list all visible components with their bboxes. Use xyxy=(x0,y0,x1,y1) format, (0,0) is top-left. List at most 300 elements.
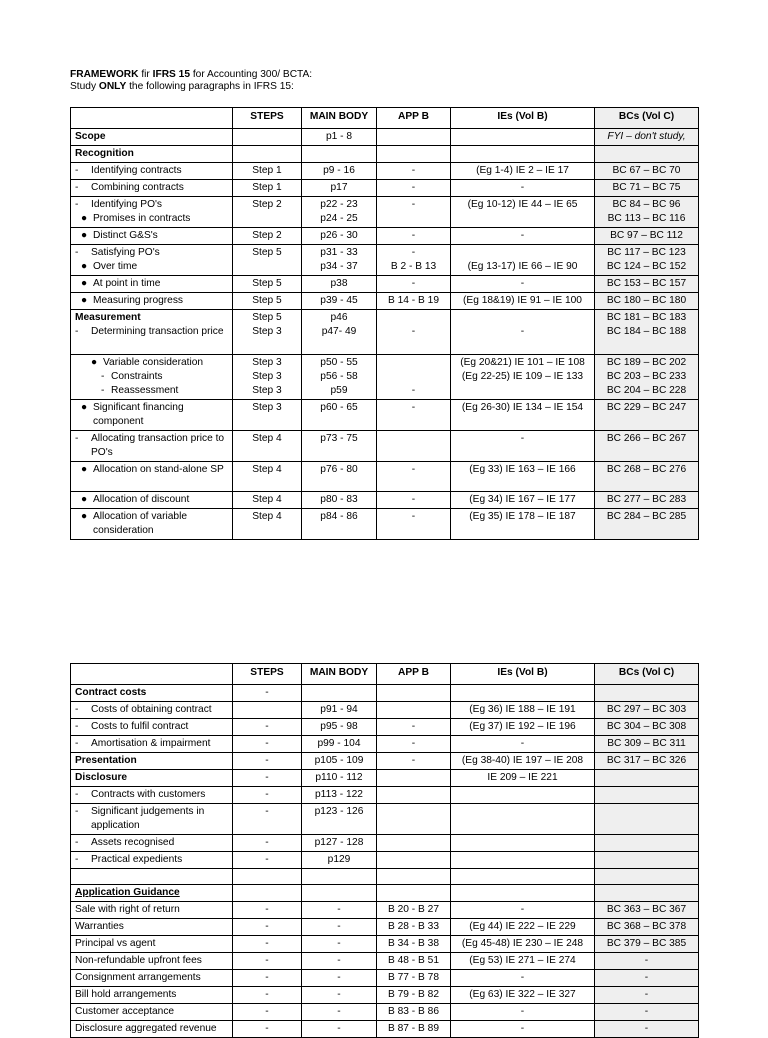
topic-label: Constraints xyxy=(111,371,163,382)
cell-line: p1 - 8 xyxy=(325,131,353,142)
topic-heading: Disclosure xyxy=(75,772,128,783)
cell-line: - xyxy=(644,955,649,966)
topic-cell xyxy=(71,245,233,276)
steps-cell xyxy=(233,719,302,736)
topic-cell xyxy=(71,702,233,719)
cell-line: (Eg 18&19) IE 91 – IE 100 xyxy=(463,295,582,306)
bullet-icon: ● xyxy=(81,494,88,505)
bcs-cell xyxy=(595,276,699,293)
cell-line: B 14 - B 19 xyxy=(388,295,439,306)
topic-cell xyxy=(71,835,233,852)
steps-cell xyxy=(233,276,302,293)
bcs-cell xyxy=(595,719,699,736)
topic-cell xyxy=(71,919,233,936)
cell-line: BC 113 – BC 116 xyxy=(607,213,686,224)
ies-cell xyxy=(451,753,595,770)
cell-line: - xyxy=(411,385,416,396)
cell-line: BC 304 – BC 308 xyxy=(606,721,687,732)
steps-cell xyxy=(233,163,302,180)
cell-line: - xyxy=(411,230,416,241)
topic-cell xyxy=(71,492,233,509)
intro-line-1 xyxy=(70,69,312,81)
table-row xyxy=(71,685,699,702)
app-b-cell xyxy=(377,492,451,509)
main-body-cell xyxy=(302,400,377,431)
app-b-cell xyxy=(377,163,451,180)
topic-cell xyxy=(71,129,233,146)
cell-line: - xyxy=(644,989,649,1000)
main-body-cell xyxy=(302,753,377,770)
topic-label: Satisfying PO's xyxy=(91,247,160,258)
app-b-cell xyxy=(377,835,451,852)
cell-line: - xyxy=(520,738,525,749)
header-bcs: BCs (Vol C) xyxy=(595,108,699,129)
topic-item xyxy=(75,720,228,734)
cell-line xyxy=(381,370,446,384)
ies-cell xyxy=(451,180,595,197)
steps-cell xyxy=(233,902,302,919)
cell-line: - xyxy=(411,738,416,749)
app-b-cell xyxy=(377,431,451,462)
topic-item xyxy=(75,703,228,717)
topic-label: Significant financing component xyxy=(93,402,184,427)
main-body-cell xyxy=(302,970,377,987)
topic-cell xyxy=(71,869,233,885)
cell-line: BC 189 – BC 202 xyxy=(606,357,687,368)
cell-line: p59 xyxy=(330,385,348,396)
cell-line: (Eg 33) IE 163 – IE 166 xyxy=(469,464,576,475)
dash-marker: - xyxy=(75,837,79,848)
cell-line: Step 4 xyxy=(252,433,282,444)
app-b-cell xyxy=(377,987,451,1004)
cell-line: p84 - 86 xyxy=(320,511,358,522)
bcs-cell xyxy=(595,852,699,869)
topic-cell xyxy=(71,228,233,245)
bcs-cell xyxy=(595,431,699,462)
main-body-cell xyxy=(302,953,377,970)
cell-line: Step 5 xyxy=(252,295,282,306)
cell-line: - xyxy=(265,789,269,800)
topic-item xyxy=(75,229,228,243)
table-row xyxy=(71,245,699,276)
ies-cell xyxy=(451,310,595,355)
cell-line: - xyxy=(265,687,269,698)
intro-text-part: Study xyxy=(70,81,99,92)
dash-marker: - xyxy=(75,433,79,444)
steps-cell xyxy=(233,970,302,987)
topic-label: Identifying contracts xyxy=(91,165,182,176)
topic-cell xyxy=(71,197,233,228)
ies-cell xyxy=(451,919,595,936)
bcs-cell xyxy=(595,869,699,885)
bcs-cell xyxy=(595,804,699,835)
table-row xyxy=(71,852,699,869)
cell-line: B 48 - B 51 xyxy=(388,955,439,966)
topic-heading: Application Guidance xyxy=(75,887,180,898)
table-row xyxy=(71,400,699,431)
cell-line: - xyxy=(265,921,269,932)
bcs-cell xyxy=(595,1004,699,1021)
table-row xyxy=(71,770,699,787)
app-b-cell xyxy=(377,1021,451,1038)
topic-label: Costs to fulfil contract xyxy=(91,721,189,732)
topic-item xyxy=(75,737,228,751)
cell-line: BC 124 – BC 152 xyxy=(606,261,687,272)
main-body-cell xyxy=(302,462,377,492)
steps-cell xyxy=(233,869,302,885)
cell-line: (Eg 13-17) IE 66 – IE 90 xyxy=(467,261,578,272)
cell-line: BC 363 – BC 367 xyxy=(606,904,687,915)
steps-cell xyxy=(233,1021,302,1038)
cell-line xyxy=(381,356,446,370)
cell-line: BC 203 – BC 233 xyxy=(606,371,687,382)
bcs-cell xyxy=(595,355,699,400)
topic-item xyxy=(75,356,228,370)
main-body-cell xyxy=(302,1004,377,1021)
cell-line: BC 379 – BC 385 xyxy=(606,938,687,949)
cell-line: - xyxy=(265,721,269,732)
topic-label: At point in time xyxy=(93,278,161,289)
main-body-cell xyxy=(302,936,377,953)
cell-line: - xyxy=(520,904,525,915)
topic-item xyxy=(75,198,228,212)
table-1-body xyxy=(71,129,699,540)
topic-item xyxy=(75,212,228,226)
ies-cell xyxy=(451,245,595,276)
table-row xyxy=(71,509,699,540)
cell-line: BC 97 – BC 112 xyxy=(610,230,683,241)
topic-label: Promises in contracts xyxy=(93,213,191,224)
cell-line: p9 - 16 xyxy=(323,165,355,176)
topic-cell xyxy=(71,719,233,736)
cell-line: B 79 - B 82 xyxy=(388,989,439,1000)
main-body-cell xyxy=(302,293,377,310)
cell-line: - xyxy=(411,402,416,413)
cell-line: B 34 - B 38 xyxy=(388,938,439,949)
app-b-cell xyxy=(377,129,451,146)
bcs-cell xyxy=(595,936,699,953)
table-row xyxy=(71,787,699,804)
topic-label: Allocating transaction price to PO's xyxy=(91,433,225,458)
cell-line: - xyxy=(265,837,269,848)
steps-cell xyxy=(233,355,302,400)
cell-line: - xyxy=(411,182,416,193)
app-b-cell xyxy=(377,400,451,431)
steps-cell xyxy=(233,702,302,719)
bullet-icon: ● xyxy=(91,357,98,368)
main-body-cell xyxy=(302,276,377,293)
topic-cell xyxy=(71,180,233,197)
table-row xyxy=(71,719,699,736)
ies-cell xyxy=(451,804,595,835)
header-bcs: BCs (Vol C) xyxy=(595,664,699,685)
ies-cell xyxy=(451,869,595,885)
topic-label: Variable consideration xyxy=(103,357,204,368)
steps-cell xyxy=(233,462,302,492)
cell-line: Step 2 xyxy=(252,199,282,210)
bcs-cell xyxy=(595,492,699,509)
dash-marker: - xyxy=(75,199,79,210)
cell-line: Step 1 xyxy=(252,165,282,176)
cell-line: p73 - 75 xyxy=(320,433,358,444)
table-row xyxy=(71,936,699,953)
bcs-cell xyxy=(595,400,699,431)
steps-cell xyxy=(233,492,302,509)
cell-line: - xyxy=(411,755,416,766)
ies-cell xyxy=(451,293,595,310)
steps-cell xyxy=(233,245,302,276)
steps-cell xyxy=(233,953,302,970)
cell-line: - xyxy=(265,772,269,783)
header-steps: STEPS xyxy=(233,108,302,129)
cell-line: p60 - 65 xyxy=(320,402,358,413)
bcs-cell xyxy=(595,885,699,902)
cell-line: p80 - 83 xyxy=(320,494,358,505)
app-b-cell xyxy=(377,462,451,492)
app-b-cell xyxy=(377,276,451,293)
topic-cell xyxy=(71,310,233,355)
ies-cell xyxy=(451,736,595,753)
topic-cell xyxy=(71,276,233,293)
ies-cell xyxy=(451,431,595,462)
cell-line: p17 xyxy=(330,182,348,193)
cell-line: - xyxy=(265,989,269,1000)
cell-line: (Eg 22-25) IE 109 – IE 133 xyxy=(461,371,584,382)
cell-line xyxy=(455,246,590,260)
dash-marker: - xyxy=(75,806,79,817)
topic-item xyxy=(75,805,228,833)
cell-line: BC 317 – BC 326 xyxy=(606,755,687,766)
cell-line: - xyxy=(265,854,269,865)
main-body-cell xyxy=(302,492,377,509)
app-b-cell xyxy=(377,180,451,197)
app-b-cell xyxy=(377,736,451,753)
dash-marker: - xyxy=(75,165,79,176)
cell-line: Step 5 xyxy=(252,247,282,258)
bullet-icon: ● xyxy=(81,295,88,306)
header-row xyxy=(71,108,699,129)
table-row xyxy=(71,492,699,509)
bcs-cell xyxy=(595,245,699,276)
cell-line: - xyxy=(520,278,525,289)
topic-label: Amortisation & impairment xyxy=(91,738,211,749)
cell-line: - xyxy=(337,1006,341,1017)
main-body-cell xyxy=(302,719,377,736)
cell-line: - xyxy=(265,955,269,966)
main-body-cell xyxy=(302,245,377,276)
cell-line: - xyxy=(520,433,525,444)
topic-label: Identifying PO's xyxy=(91,199,163,210)
ies-cell xyxy=(451,685,595,702)
main-body-cell xyxy=(302,987,377,1004)
bcs-cell xyxy=(595,787,699,804)
cell-line: p34 - 37 xyxy=(320,261,358,272)
cell-line: - xyxy=(520,1023,525,1034)
bcs-cell xyxy=(595,919,699,936)
ies-cell xyxy=(451,146,595,163)
topic-item xyxy=(75,294,228,308)
cell-line: BC 181 – BC 183 xyxy=(606,312,687,323)
table-2-body xyxy=(71,685,699,1038)
steps-cell xyxy=(233,509,302,540)
main-body-cell xyxy=(302,852,377,869)
cell-line: - xyxy=(644,972,649,983)
app-b-cell xyxy=(377,885,451,902)
main-body-cell xyxy=(302,509,377,540)
topic-cell xyxy=(71,753,233,770)
bullet-icon: ● xyxy=(81,402,88,413)
cell-line: BC 277 – BC 283 xyxy=(606,494,687,505)
cell-line: p76 - 80 xyxy=(320,464,358,475)
topic-cell xyxy=(71,787,233,804)
intro-text xyxy=(70,69,312,93)
bcs-cell xyxy=(595,509,699,540)
cell-line: - xyxy=(265,1023,269,1034)
cell-line: (Eg 26-30) IE 134 – IE 154 xyxy=(461,402,584,413)
ies-cell xyxy=(451,1021,595,1038)
header-app-b: APP B xyxy=(377,664,451,685)
topic-item xyxy=(75,181,228,195)
steps-cell xyxy=(233,310,302,355)
bcs-cell xyxy=(595,163,699,180)
table-row xyxy=(71,293,699,310)
table-row xyxy=(71,310,699,355)
main-body-cell xyxy=(302,228,377,245)
cell-line: (Eg 37) IE 192 – IE 196 xyxy=(469,721,576,732)
steps-cell xyxy=(233,400,302,431)
steps-cell xyxy=(233,685,302,702)
bcs-cell xyxy=(595,753,699,770)
app-b-cell xyxy=(377,509,451,540)
table-row xyxy=(71,702,699,719)
main-body-cell xyxy=(302,685,377,702)
header-topic xyxy=(71,664,233,685)
table-row xyxy=(71,753,699,770)
table-row xyxy=(71,355,699,400)
framework-table-1 xyxy=(70,107,699,540)
main-body-cell xyxy=(302,702,377,719)
topic-heading: Contract costs xyxy=(75,687,147,698)
cell-line: (Eg 36) IE 188 – IE 191 xyxy=(469,704,576,715)
cell-line: B 28 - B 33 xyxy=(388,921,439,932)
dash-marker: - xyxy=(101,371,105,382)
ies-cell xyxy=(451,702,595,719)
header-row xyxy=(71,664,699,685)
bullet-icon: ● xyxy=(81,261,88,272)
header-app-b: APP B xyxy=(377,108,451,129)
main-body-cell xyxy=(302,770,377,787)
main-body-cell xyxy=(302,129,377,146)
steps-cell xyxy=(233,129,302,146)
topic-label: Assets recognised xyxy=(91,837,175,848)
steps-cell xyxy=(233,885,302,902)
topic-label: Costs of obtaining contract xyxy=(91,704,212,715)
ies-cell xyxy=(451,885,595,902)
cell-line: BC 117 – BC 123 xyxy=(607,247,686,258)
bcs-cell xyxy=(595,970,699,987)
bcs-cell xyxy=(595,1021,699,1038)
table-row xyxy=(71,885,699,902)
cell-line: BC 180 – BC 180 xyxy=(606,295,687,306)
topic-item xyxy=(75,260,228,274)
topic-heading: Bill hold arrangements xyxy=(75,989,177,1000)
cell-line: FYI – don't study, xyxy=(607,131,686,142)
main-body-cell xyxy=(302,1021,377,1038)
topic-heading: Recognition xyxy=(75,148,134,159)
cell-line: BC 268 – BC 276 xyxy=(606,464,687,475)
ies-cell xyxy=(451,902,595,919)
steps-cell xyxy=(233,228,302,245)
bcs-cell xyxy=(595,462,699,492)
main-body-cell xyxy=(302,431,377,462)
cell-line: - xyxy=(644,1006,649,1017)
cell-line: Step 3 xyxy=(252,385,282,396)
cell-line: (Eg 20&21) IE 101 – IE 108 xyxy=(460,357,585,368)
app-b-cell xyxy=(377,804,451,835)
main-body-cell xyxy=(302,787,377,804)
main-body-cell xyxy=(302,885,377,902)
topic-cell xyxy=(71,953,233,970)
topic-label: Reassessment xyxy=(111,385,179,396)
dash-marker: - xyxy=(75,738,79,749)
table-row xyxy=(71,835,699,852)
topic-heading: Non-refundable upfront fees xyxy=(75,955,202,966)
topic-item xyxy=(75,432,228,460)
cell-line: BC 297 – BC 303 xyxy=(606,704,687,715)
steps-cell xyxy=(233,293,302,310)
topic-item xyxy=(75,788,228,802)
cell-line xyxy=(381,311,446,325)
header-main-body: MAIN BODY xyxy=(302,108,377,129)
cell-line: Step 3 xyxy=(252,357,282,368)
cell-line: Step 3 xyxy=(252,326,282,337)
cell-line: BC 284 – BC 285 xyxy=(606,511,687,522)
cell-line: - xyxy=(265,938,269,949)
ies-cell xyxy=(451,492,595,509)
cell-line: (Eg 63) IE 322 – IE 327 xyxy=(469,989,576,1000)
bcs-cell xyxy=(595,129,699,146)
main-body-cell xyxy=(302,355,377,400)
app-b-cell xyxy=(377,685,451,702)
cell-line: BC 71 – BC 75 xyxy=(612,182,681,193)
topic-cell xyxy=(71,685,233,702)
cell-line: - xyxy=(411,464,416,475)
steps-cell xyxy=(233,787,302,804)
table-row xyxy=(71,228,699,245)
cell-line: p38 xyxy=(330,278,348,289)
topic-item xyxy=(75,370,228,384)
bcs-cell xyxy=(595,197,699,228)
intro-line-2 xyxy=(70,81,312,93)
bcs-cell xyxy=(595,702,699,719)
dash-marker: - xyxy=(75,854,79,865)
topic-cell xyxy=(71,163,233,180)
topic-label: Allocation of discount xyxy=(93,494,190,505)
table-row xyxy=(71,987,699,1004)
cell-line: p26 - 30 xyxy=(320,230,358,241)
cell-line: p56 - 58 xyxy=(320,371,358,382)
topic-cell xyxy=(71,355,233,400)
cell-line: - xyxy=(520,972,525,983)
steps-cell xyxy=(233,431,302,462)
table-row xyxy=(71,902,699,919)
bcs-cell xyxy=(595,293,699,310)
cell-line: Step 5 xyxy=(252,312,282,323)
app-b-cell xyxy=(377,970,451,987)
cell-line: B 83 - B 86 xyxy=(388,1006,439,1017)
cell-line: p123 - 126 xyxy=(314,806,364,817)
cell-line: BC 204 – BC 228 xyxy=(606,385,687,396)
